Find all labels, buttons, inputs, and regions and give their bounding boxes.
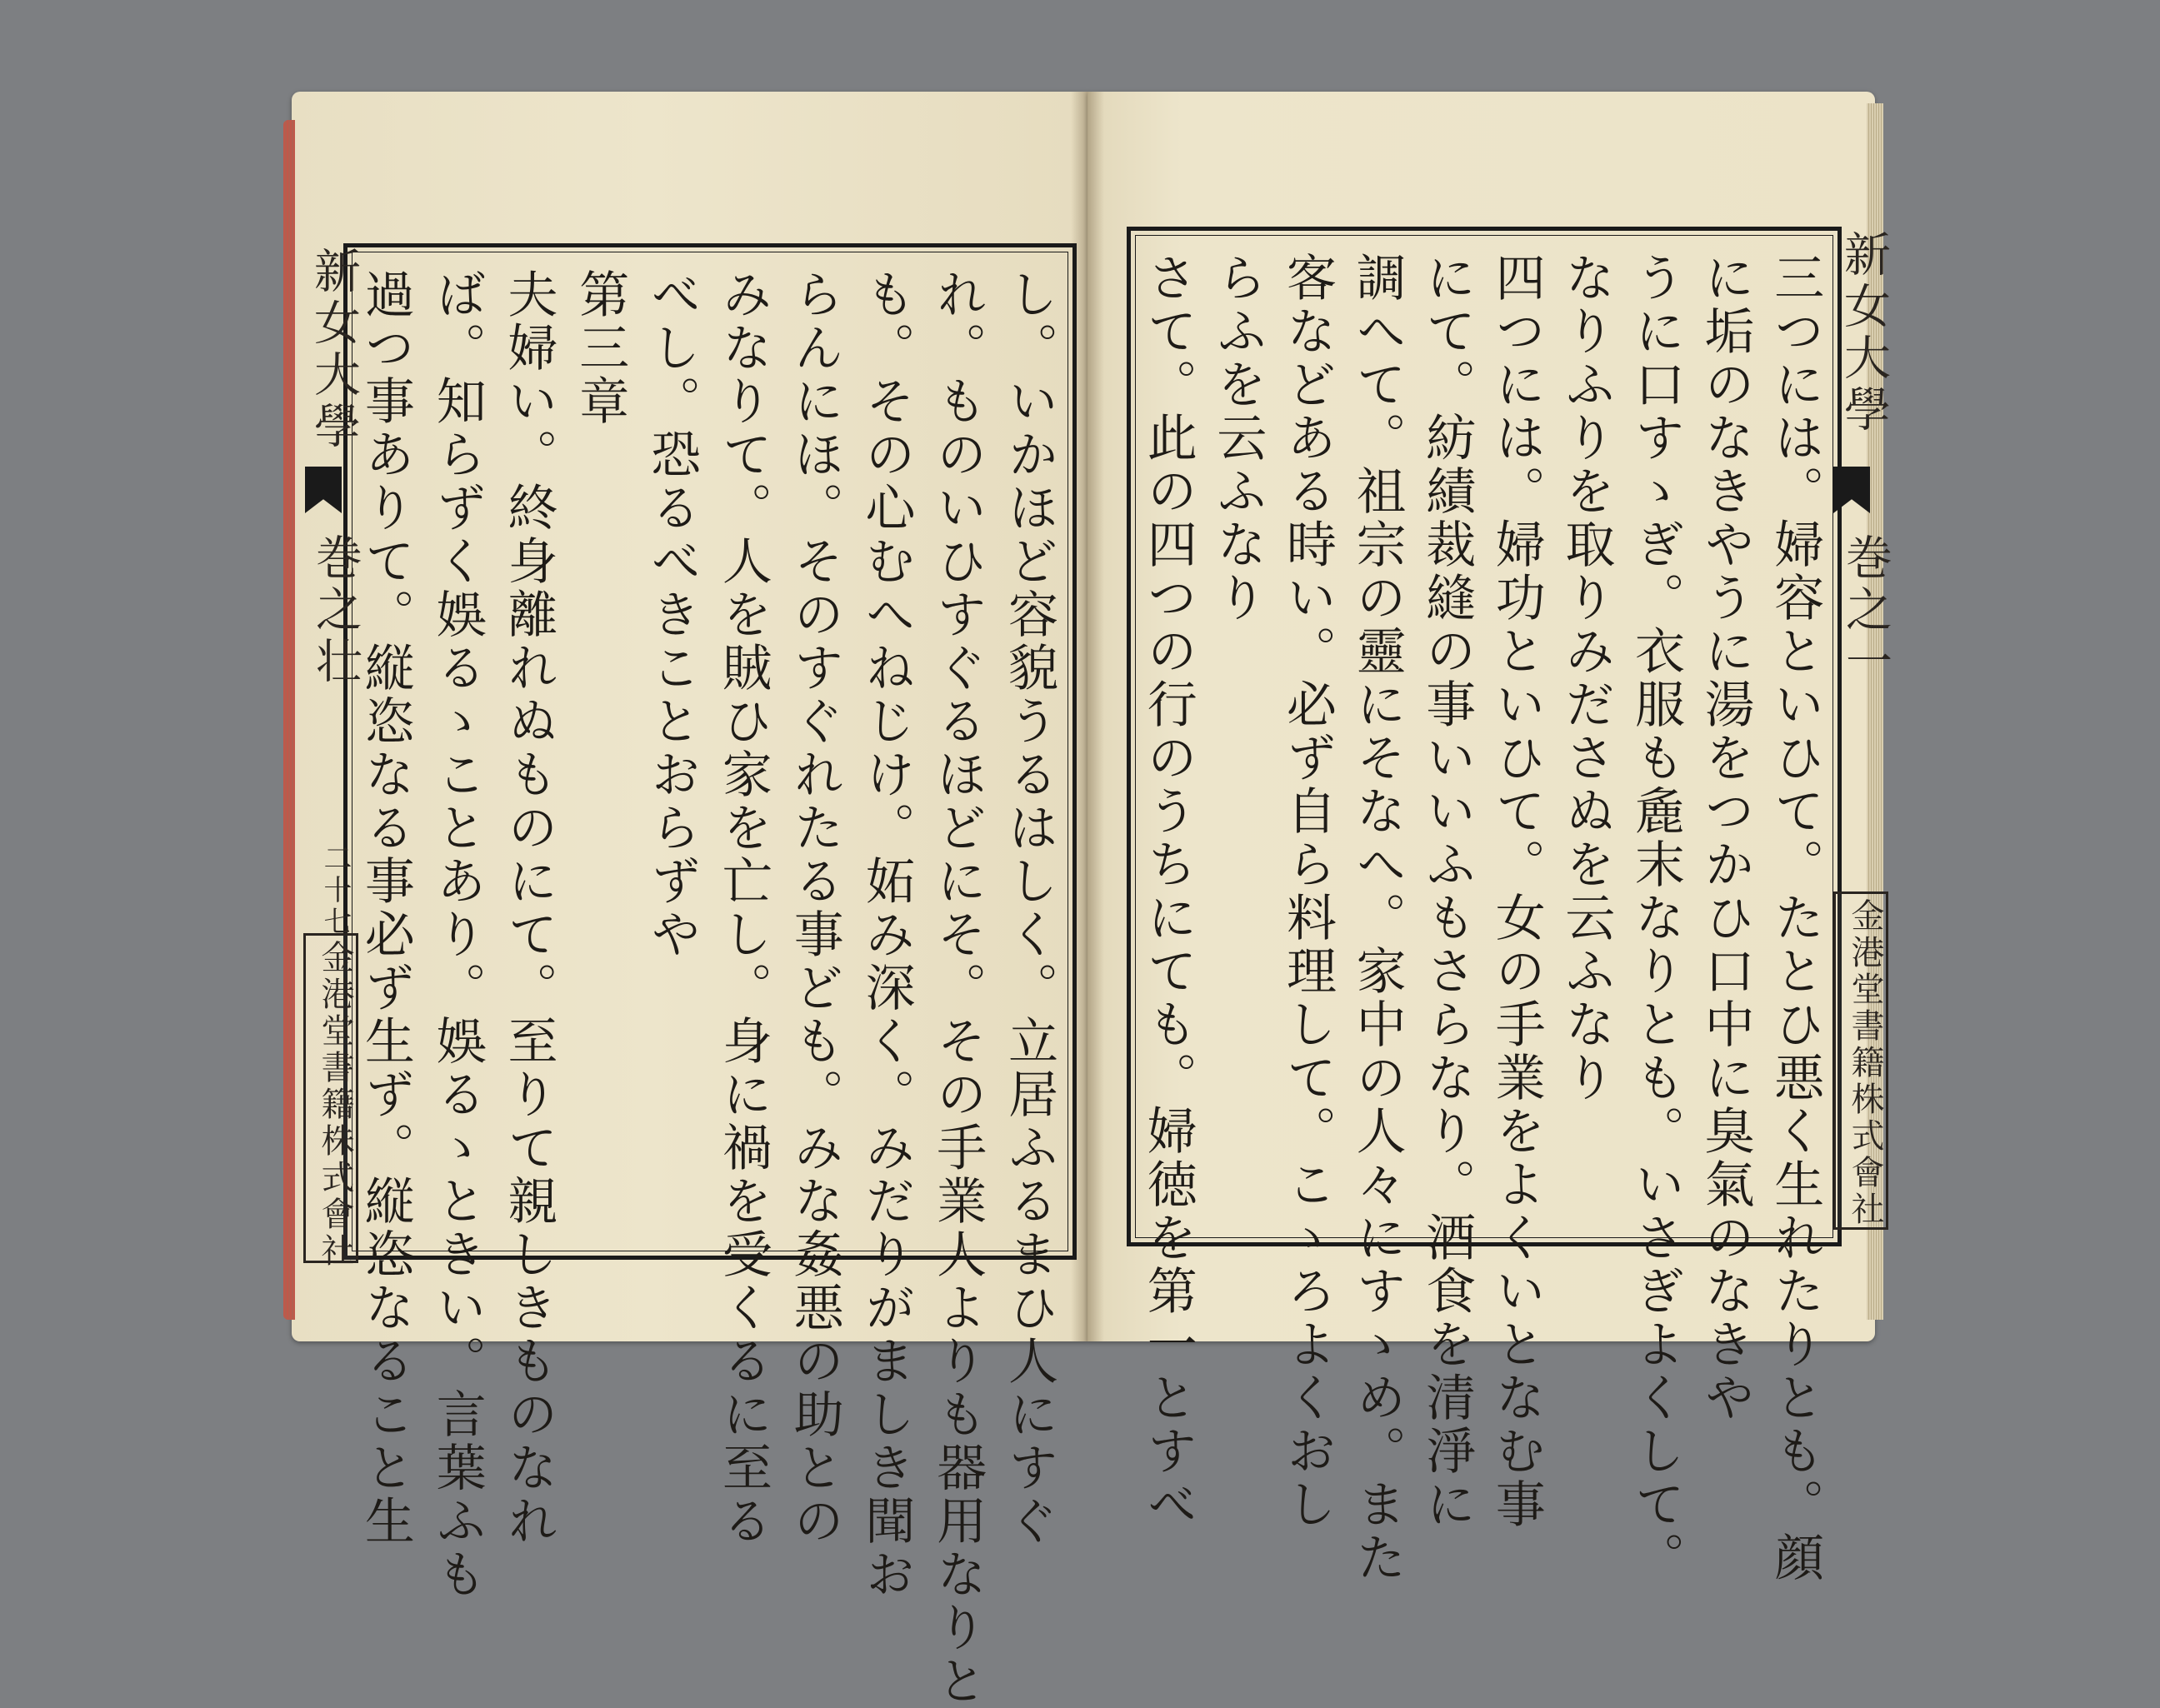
text-column: にて。紡績裁縫の事いいふもさらなり。酒食を清淨に [1418, 252, 1477, 1531]
text-column: ば。知らずく娛るゝことあり。娛るゝときい。言葉ふも [428, 268, 487, 1601]
text-column: 過つ事ありて。縦恣なる事必ず生ず。縦恣なること生 [356, 268, 415, 1548]
text-column: 調へて。祖宗の靈にそなへ。家中の人々にすゝめ。また [1348, 252, 1407, 1585]
text-column: らんにほ。そのすぐれたる事ども。みな姦悪の助との [785, 268, 844, 1548]
left-margin-title: 新女大學 [307, 247, 361, 453]
text-column: さて。此の四つの行のうちにても。婦徳を第一とすべ [1138, 252, 1198, 1531]
text-column: なりふりを取りみださぬを云ふなり [1557, 252, 1616, 1105]
left-page-number: 二十七 [318, 843, 352, 938]
text-column: 客などある時い。必ず自ら料理して。こゝろよくおし [1278, 252, 1337, 1531]
right-margin-volume: 巻之一 [1838, 533, 1892, 688]
text-column: 夫婦い。終身離れぬものにて。至りて親しきものなれ [499, 268, 558, 1548]
text-column: も。その心むへねじけ。妬み深く。みだりがましき聞お [857, 268, 916, 1601]
text-column: 第三章 [571, 268, 630, 428]
text-column: 四つには。婦功といひて。女の手業をよくいとなむ事 [1487, 252, 1546, 1531]
right-margin-title: 新女大學 [1837, 230, 1891, 437]
book-edge-left [283, 120, 295, 1320]
left-publisher: 金港堂書籍株式會社 [316, 940, 354, 1270]
text-column: 三つには。婦容といひて。たとひ悪く生れたりとも。顔 [1766, 252, 1825, 1585]
text-column: べし。恐るべきことおらずや [642, 268, 702, 961]
text-column: れ。ものいひすぐるほどにそ。その手業人よりも器用なりと [928, 268, 988, 1708]
text-column: に垢のなきやうに湯をつかひ口中に臭氣のなきや [1696, 252, 1755, 1425]
text-column: うに口すゝぎ。衣服も麁末なりとも。いさぎよくして。 [1627, 252, 1685, 1585]
right-publisher: 金港堂書籍株式會社 [1846, 898, 1884, 1228]
left-margin-volume: 巻之壮 [308, 533, 362, 688]
text-column: みなりて。人を賊ひ家を亡し。身に禍を受くるに至る [713, 268, 772, 1548]
text-column: らふを云ふなり [1208, 252, 1268, 625]
text-column: し。いかほど容貌うるはしく。立居ふるまひ人にすぐ [1000, 268, 1059, 1548]
